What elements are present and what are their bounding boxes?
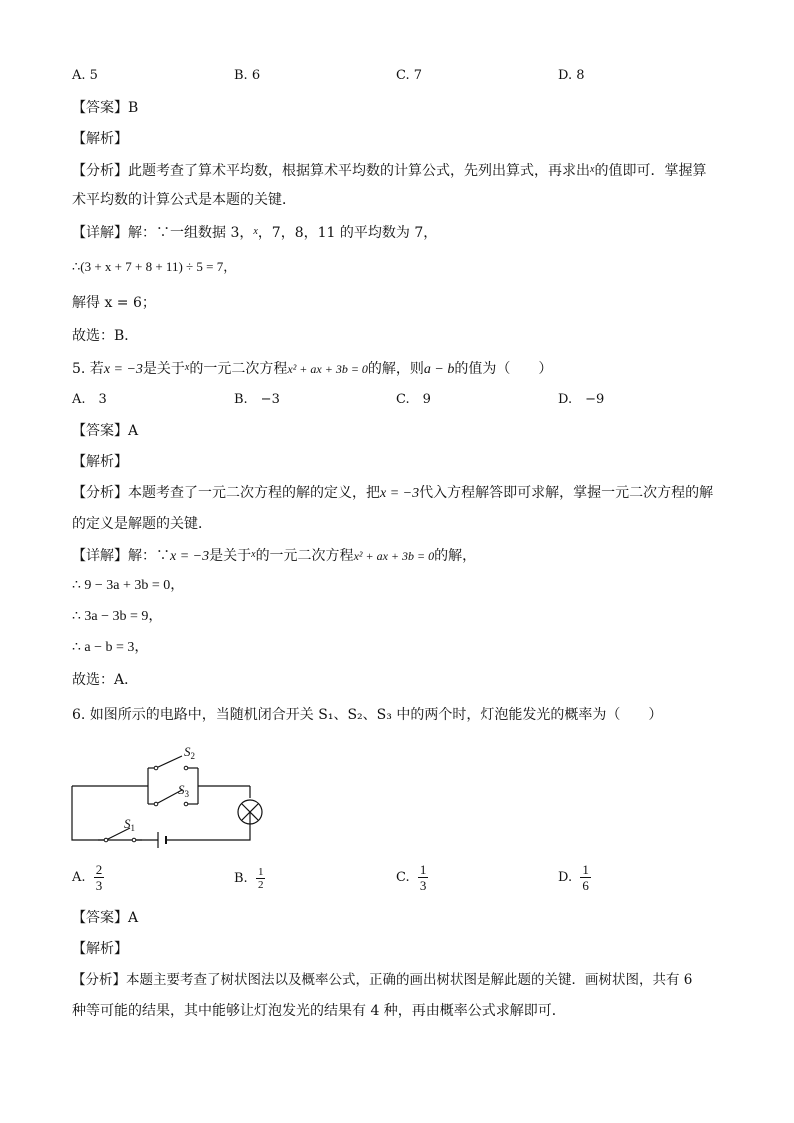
q6-option-a: A. $\frac{2}{3}$ bbox=[72, 862, 103, 893]
q4-equation: ∴(3 + x + 7 + 8 + 11) ÷ 5 = 7， bbox=[72, 259, 237, 274]
fraction-c: $\frac{1}{3}$ bbox=[419, 862, 427, 893]
q4-answer: 【答案】B bbox=[72, 100, 139, 116]
q6-option-c: C. $\frac{1}{3}$ bbox=[396, 862, 427, 893]
label-s1: $S_1$ bbox=[124, 816, 135, 833]
switch-s2-blade bbox=[156, 756, 182, 768]
q4-option-b: B. 6 bbox=[234, 68, 261, 83]
q5-choice: 故选：A． bbox=[72, 672, 139, 688]
q4-option-a: A. 5 bbox=[72, 68, 98, 83]
fraction-a: $\frac{2}{3}$ bbox=[95, 862, 103, 893]
q4-option-d: D. 8 bbox=[558, 68, 585, 83]
q5-step3: ∴ a − b = 3， bbox=[72, 640, 149, 655]
q6-option-d: D. $\frac{1}{6}$ bbox=[558, 862, 589, 893]
q5-option-a: A. 3 bbox=[72, 392, 107, 407]
fraction-d: $\frac{1}{6}$ bbox=[582, 862, 589, 893]
q6-analysis-line1: 【分析】本题主要考查了树状图法以及概率公式，正确的画出树状图是解此题的关键．画树状图，共有 6 bbox=[72, 972, 693, 988]
q5-stem: 5. 若x = −3是关于$^x$的一元二次方程x² + ax + 3b = 0的解，则a − b的值为（ ） bbox=[72, 361, 553, 377]
q4-analysis-line2: 术平均数的计算公式是本题的关键． bbox=[72, 192, 296, 208]
q5-step1: ∴ 9 − 3a + 3b = 0， bbox=[72, 578, 185, 593]
q5-option-c: C. 9 bbox=[396, 392, 431, 407]
q5-option-d: D. −9 bbox=[558, 392, 605, 407]
q6-jiexi-heading: 【解析】 bbox=[72, 941, 128, 957]
q6-analysis-line2: 种等可能的结果，其中能够让灯泡发光的结果有 4 种，再由概率公式求解即可． bbox=[72, 1003, 566, 1019]
label-s3: $S_3$ bbox=[178, 782, 189, 799]
q5-jiexi-heading: 【解析】 bbox=[72, 454, 128, 470]
q4-solution-line: 【详解】解：∵一组数据 3，$^x$，7，8，11 的平均数为 7， bbox=[72, 225, 438, 241]
circuit-diagram bbox=[60, 740, 290, 860]
q4-analysis-line1: 【分析】此题考查了算术平均数，根据算术平均数的计算公式，先列出算式，再求出$^x$的值即可．掌握算 bbox=[72, 163, 707, 179]
label-s2: $S_2$ bbox=[184, 744, 195, 761]
q6-stem: 6. 如图所示的电路中，当随机闭合开关 S₁、S₂、S₃ 中的两个时，灯泡能发光的概率为（ ） bbox=[72, 707, 663, 723]
q4-choice: 故选：B． bbox=[72, 328, 139, 344]
q5-answer: 【答案】A bbox=[72, 423, 139, 439]
q4-solve-result: 解得 x = 6； bbox=[72, 295, 156, 311]
q5-analysis-line1: 【分析】本题考查了一元二次方程的解的定义，把x = −3代入方程解答即可求解，掌握一元二次方程的解 bbox=[72, 485, 714, 501]
q6-option-b: B. $\frac{1}{2}$ bbox=[234, 866, 264, 891]
q4-jiexi-heading: 【解析】 bbox=[72, 131, 128, 147]
q4-option-c: C. 7 bbox=[396, 68, 423, 83]
fraction-b: $\frac{1}{2}$ bbox=[257, 866, 264, 891]
q5-analysis-line2: 的定义是解题的关键． bbox=[72, 516, 212, 532]
q5-solution-line: 【详解】解：∵x = −3是关于$^x$的一元二次方程x² + ax + 3b = 0的解， bbox=[72, 548, 477, 564]
q5-step2: ∴ 3a − 3b = 9， bbox=[72, 609, 163, 624]
q5-option-b: B. −3 bbox=[234, 392, 280, 407]
q6-answer: 【答案】A bbox=[72, 910, 139, 926]
